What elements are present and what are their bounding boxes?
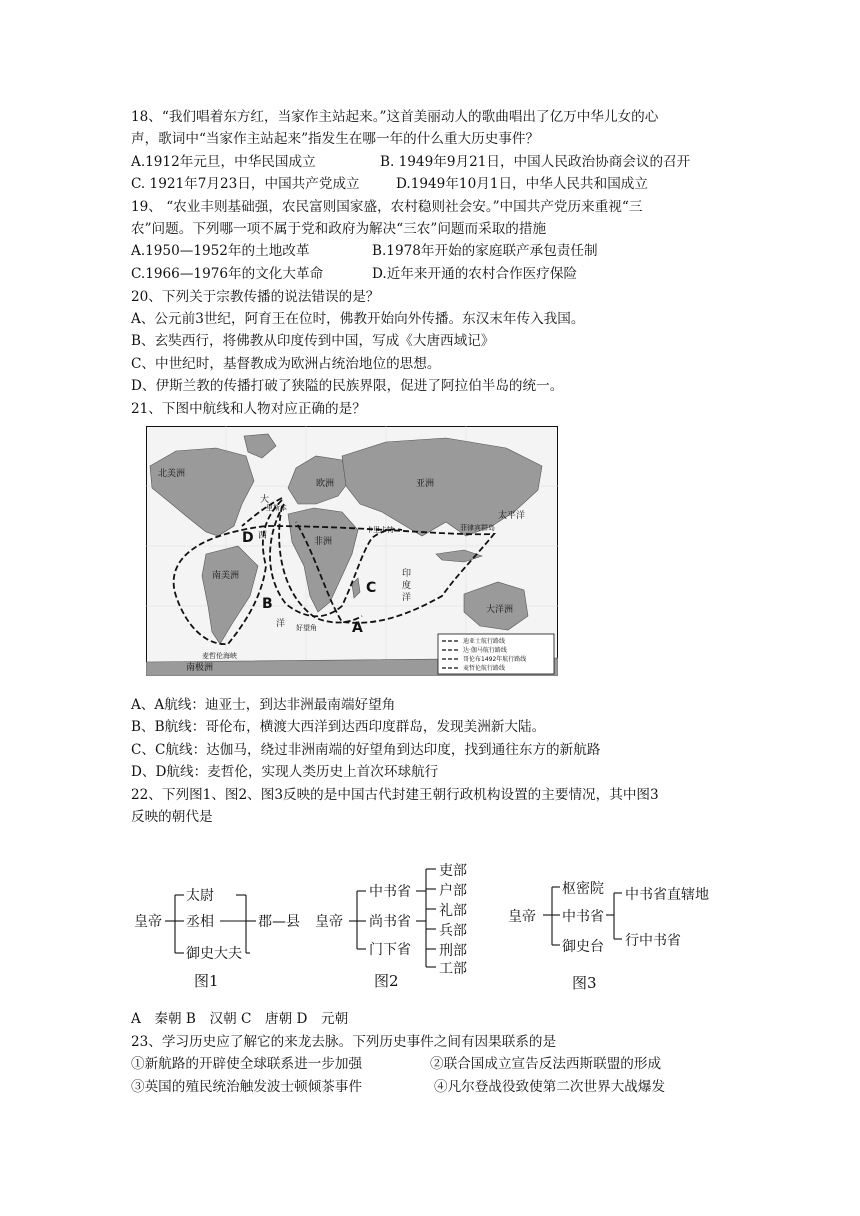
q21-option-d: D、D航线：麦哲伦，实现人类历史上首次环球航行 — [131, 764, 439, 780]
fig2-ministry-bing: 兵部 — [439, 923, 467, 939]
fig2-ministry-li: 吏部 — [439, 863, 467, 879]
fig2-ministry-xing: 刑部 — [439, 943, 467, 959]
q23-option-3: ③英国的殖民统治触发波士顿倾茶事件 — [131, 1079, 363, 1095]
label-europe: 欧洲 — [316, 479, 335, 489]
q23-option-4: ④凡尔登战役致使第二次世界大战爆发 — [434, 1079, 666, 1095]
fig2-ministry-hu: 户部 — [439, 883, 467, 899]
fig3-item-zhongshu: 中书省 — [562, 909, 604, 925]
fig2-caption: 图2 — [374, 972, 399, 990]
label-lisbon: 里斯本 — [266, 504, 287, 512]
legend-item-3: 哥伦布1492年航行路线 — [463, 656, 527, 663]
fig3-emperor: 皇帝 — [508, 909, 536, 925]
q21-stem: 21、下图中航线和人物对应正确的是？ — [131, 401, 366, 417]
fig2-ministry-gong: 工部 — [439, 961, 467, 977]
q18-stem-line2: 声，歌词中“当家作主站起来”指发生在哪一年的什么重大历史事件？ — [131, 131, 540, 147]
fig2-item-menxia: 门下省 — [369, 942, 411, 958]
q21-option-c: C、C航线：达伽马，绕过非洲南端的好望角到达印度，找到通往东方的新航路 — [131, 742, 601, 758]
label-indian-1: 印 — [402, 569, 412, 579]
label-indian-2: 度 — [402, 581, 412, 591]
label-oceania: 大洋洲 — [486, 605, 514, 615]
q21-option-a: A、A航线：迪亚士，到达非洲最南端好望角 — [131, 697, 396, 713]
label-south-america: 南美洲 — [212, 571, 240, 581]
fig1-caption: 图1 — [194, 972, 219, 990]
q18-option-c: C. 1921年7月23日，中国共产党成立 — [131, 176, 360, 192]
fig3-local-direct: 中书省直辖地 — [625, 887, 709, 903]
fig2-item-shangshu: 尚书省 — [369, 914, 411, 930]
q22-options: A 秦朝 B 汉朝 C 唐朝 D 元朝 — [131, 1011, 349, 1027]
q23-option-1: ①新航路的开辟使全球联系进一步加强 — [131, 1056, 363, 1072]
q20-option-d: D、伊斯兰教的传播打破了狭隘的民族界限，促进了阿拉伯半岛的统一。 — [131, 378, 564, 394]
q21-option-b: B、B航线：哥伦布，横渡大西洋到达西印度群岛，发现美洲新大陆。 — [131, 719, 546, 735]
fig1-item-taiwei: 太尉 — [186, 888, 214, 904]
q19-option-d: D.近年来开通的农村合作医疗保险 — [372, 266, 578, 282]
label-philippines: 菲律宾群岛 — [460, 524, 495, 532]
legend-item-1: 迪亚士航行路线 — [463, 638, 506, 645]
q19-stem-line1: 19、 “农业丰则基础强，农民富则国家盛，农村稳则社会安。”中国共产党历来重视“三 — [131, 199, 643, 215]
fig3-caption: 图3 — [572, 974, 597, 992]
q22-stem-line2: 反映的朝代是 — [131, 809, 213, 825]
map-legend — [438, 634, 554, 674]
world-map-voyages — [146, 426, 558, 676]
route-a-label: A — [352, 620, 363, 636]
fig3-local-xingsheng: 行中书省 — [625, 933, 681, 949]
q18-option-a: A.1912年元旦，中华民国成立 — [131, 154, 316, 170]
label-asia: 亚洲 — [416, 479, 435, 489]
q19-option-c: C.1966—1976年的文化大革命 — [131, 266, 324, 282]
q18-option-b: B. 1949年9月21日，中国人民政治协商会议的召开 — [380, 154, 691, 170]
q20-stem: 20、下列关于宗教传播的说法错误的是？ — [131, 289, 380, 305]
fig1-local: 郡—县 — [258, 914, 300, 930]
q20-option-a: A、公元前3世纪，阿育王在位时，佛教开始向外传播。东汉末年传入我国。 — [131, 311, 585, 327]
label-atlantic-1: 大 — [260, 495, 270, 505]
q23-stem: 23、学习历史应了解它的来龙去脉。下列历史事件之间有因果联系的是 — [131, 1034, 557, 1050]
legend-item-4: 麦哲伦航行路线 — [463, 665, 506, 672]
label-magellan-strait: 麦哲伦海峡 — [202, 652, 237, 660]
route-d-label: D — [242, 530, 254, 546]
label-pacific: 太平洋 — [498, 511, 526, 521]
q22-stem-line1: 22、下列图1、图2、图3反映的是中国古代封建王朝行政机构设置的主要情况，其中图3 — [131, 787, 659, 803]
q18-stem-line1: 18、“我们唱着东方红，当家作主站起来。”这首美丽动人的歌曲唱出了亿万中华儿女的心 — [131, 109, 659, 125]
q19-option-a: A.1950—1952年的土地改革 — [131, 243, 310, 259]
fig1-item-chengxiang: 丞相 — [186, 914, 214, 930]
fig2-item-zhongshu: 中书省 — [369, 884, 411, 900]
q20-option-b: B、玄奘西行，将佛教从印度传到中国，写成《大唐西域记》 — [131, 333, 495, 349]
label-africa: 非洲 — [314, 537, 333, 547]
label-good-hope: 好望角 — [296, 624, 317, 632]
q19-stem-line2: 农”问题。下列哪一项不属于党和政府为解决“三农”问题而采取的措施 — [131, 221, 547, 237]
fig1-emperor: 皇帝 — [134, 914, 162, 930]
label-atlantic-2: 西 — [258, 531, 268, 541]
route-b-label: B — [262, 596, 273, 612]
fig2-ministry-li2: 礼部 — [439, 903, 467, 919]
label-indian-3: 洋 — [402, 593, 412, 603]
q23-option-2: ②联合国成立宣告反法西斯联盟的形成 — [430, 1056, 662, 1072]
label-antarctica: 南极洲 — [186, 663, 214, 673]
q19-option-b: B.1978年开始的家庭联产承包责任制 — [372, 243, 598, 259]
fig2-emperor: 皇帝 — [315, 914, 343, 930]
label-north-america: 北美洲 — [158, 469, 186, 479]
fig3-item-shumiyuan: 枢密院 — [562, 881, 604, 897]
label-atlantic-3: 洋 — [276, 619, 286, 629]
legend-item-2: 达·伽马航行路线 — [463, 647, 507, 654]
fig3-item-yushitai: 御史台 — [562, 939, 604, 955]
fig1-item-yushidafu: 御史大夫 — [186, 946, 242, 962]
route-c-label: C — [366, 580, 377, 596]
q18-option-d: D.1949年10月1日，中华人民共和国成立 — [396, 176, 648, 192]
q20-option-c: C、中世纪时，基督教成为欧洲占统治地位的思想。 — [131, 356, 441, 372]
q22-figures-lines — [0, 855, 860, 1000]
label-calicut: 卡里卡特 — [366, 526, 394, 534]
